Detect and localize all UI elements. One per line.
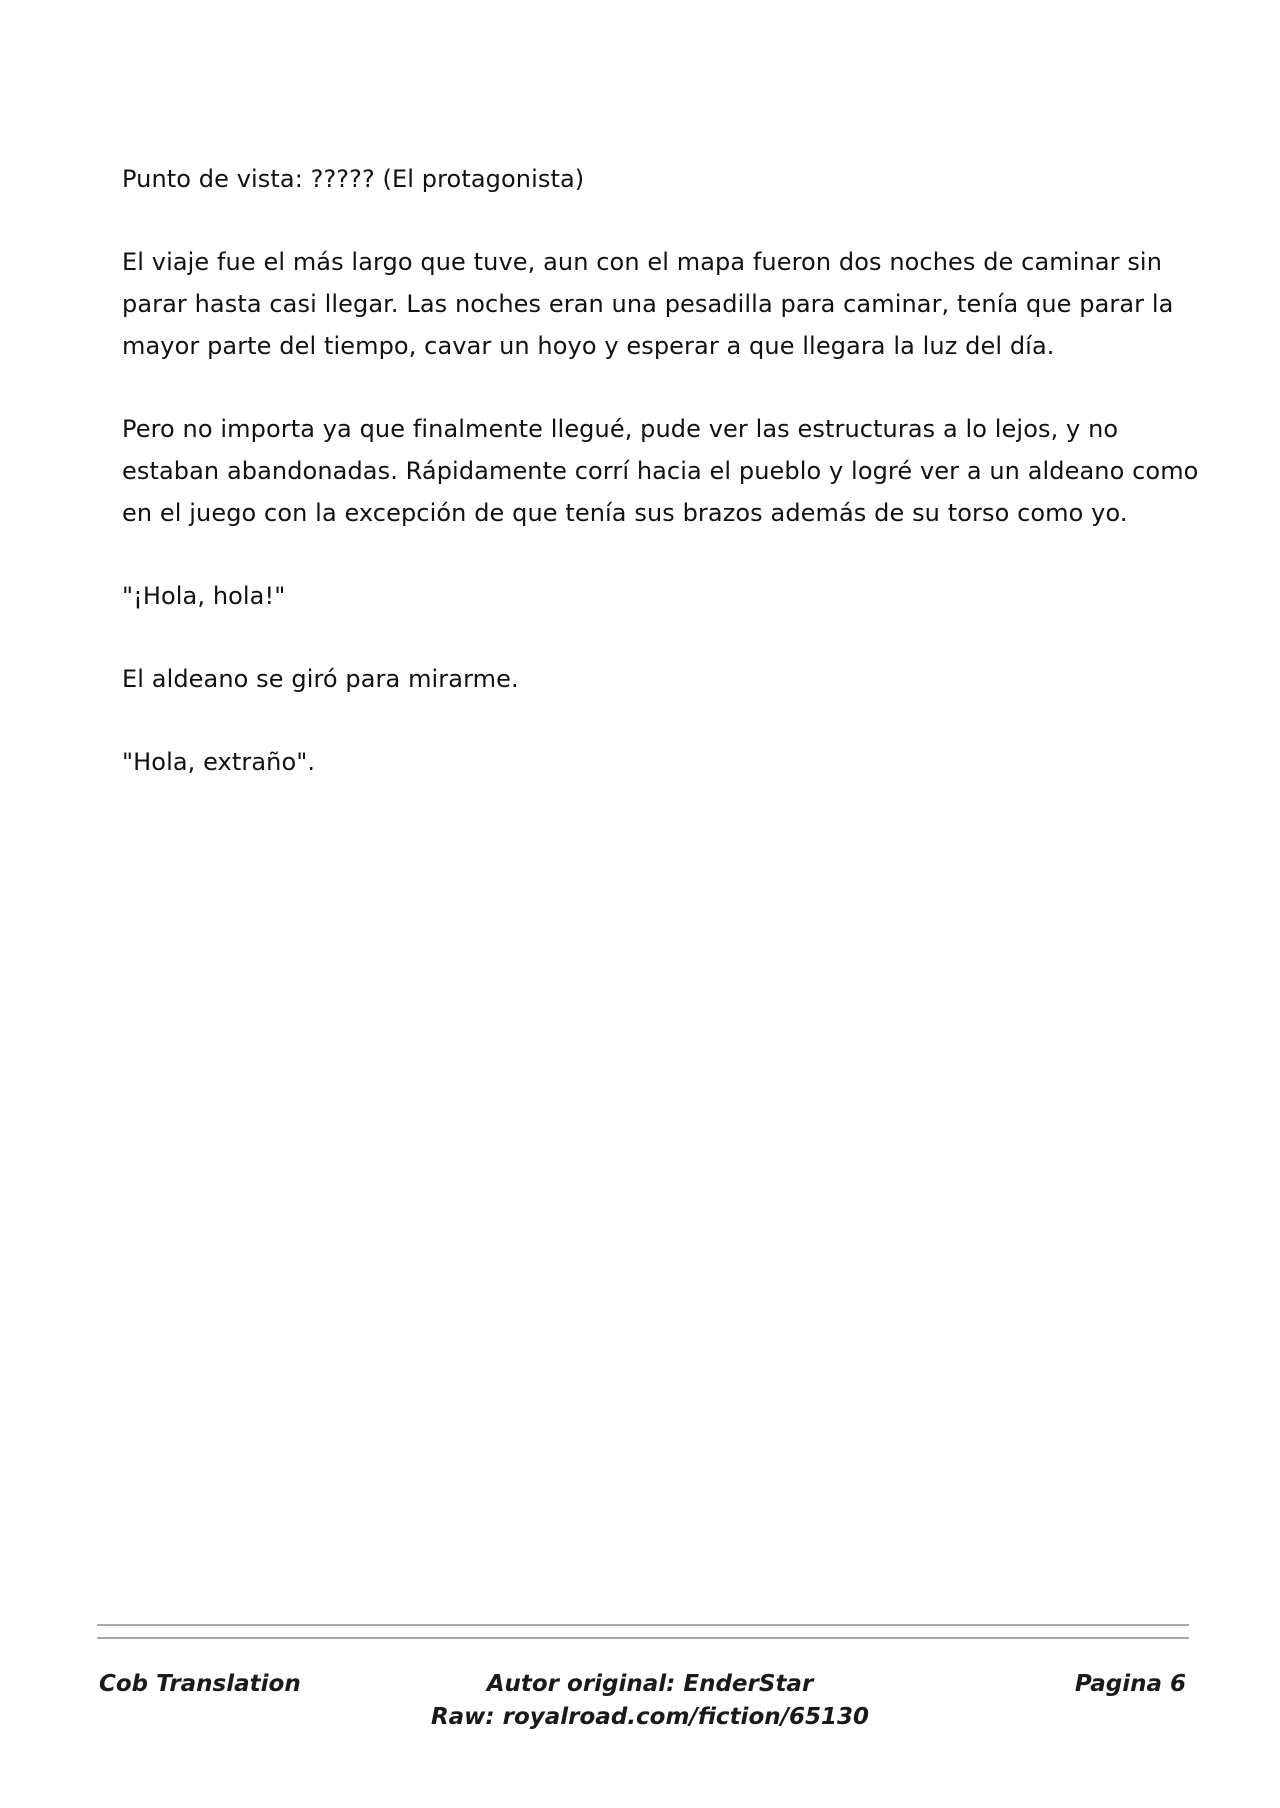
paragraph-greeting: "¡Hola, hola!" <box>122 582 286 610</box>
paragraph-pov: Punto de vista: ????? (El protagonista) <box>122 165 585 193</box>
footer-raw-source: Raw: royalroad.com/fiction/65130 <box>430 1704 870 1730</box>
paragraph-villager-turns: El aldeano se giró para mirarme. <box>122 665 519 693</box>
footer-divider-bottom <box>97 1637 1189 1639</box>
footer-original-author: Autor original: EnderStar <box>486 1671 814 1697</box>
document-body <box>122 158 1202 824</box>
paragraph-journey: El viaje fue el más largo que tuve, aun con el mapa fueron dos noches de caminar sin parar hasta casi llegar. Las noches eran una pesadilla para caminar, tenía que parar la mayor parte del tiempo, cavar un hoyo y esperar a que llegara la luz del día. <box>122 248 1174 360</box>
footer-credits <box>340 1668 960 1734</box>
footer-divider-top <box>97 1624 1189 1626</box>
footer-page-number: Pagina 6 <box>1074 1671 1186 1697</box>
paragraph-villager-reply: "Hola, extraño". <box>122 748 316 776</box>
paragraph-arrival: Pero no importa ya que finalmente llegué, pude ver las estructuras a lo lejos, y no estaban abandonadas. Rápidamente corrí hacia el pueblo y logré ver a un aldeano como en el juego con la excepción de que tenía sus brazos además de su torso como yo. <box>122 415 1199 527</box>
footer-translator: Cob Translation <box>99 1671 301 1697</box>
